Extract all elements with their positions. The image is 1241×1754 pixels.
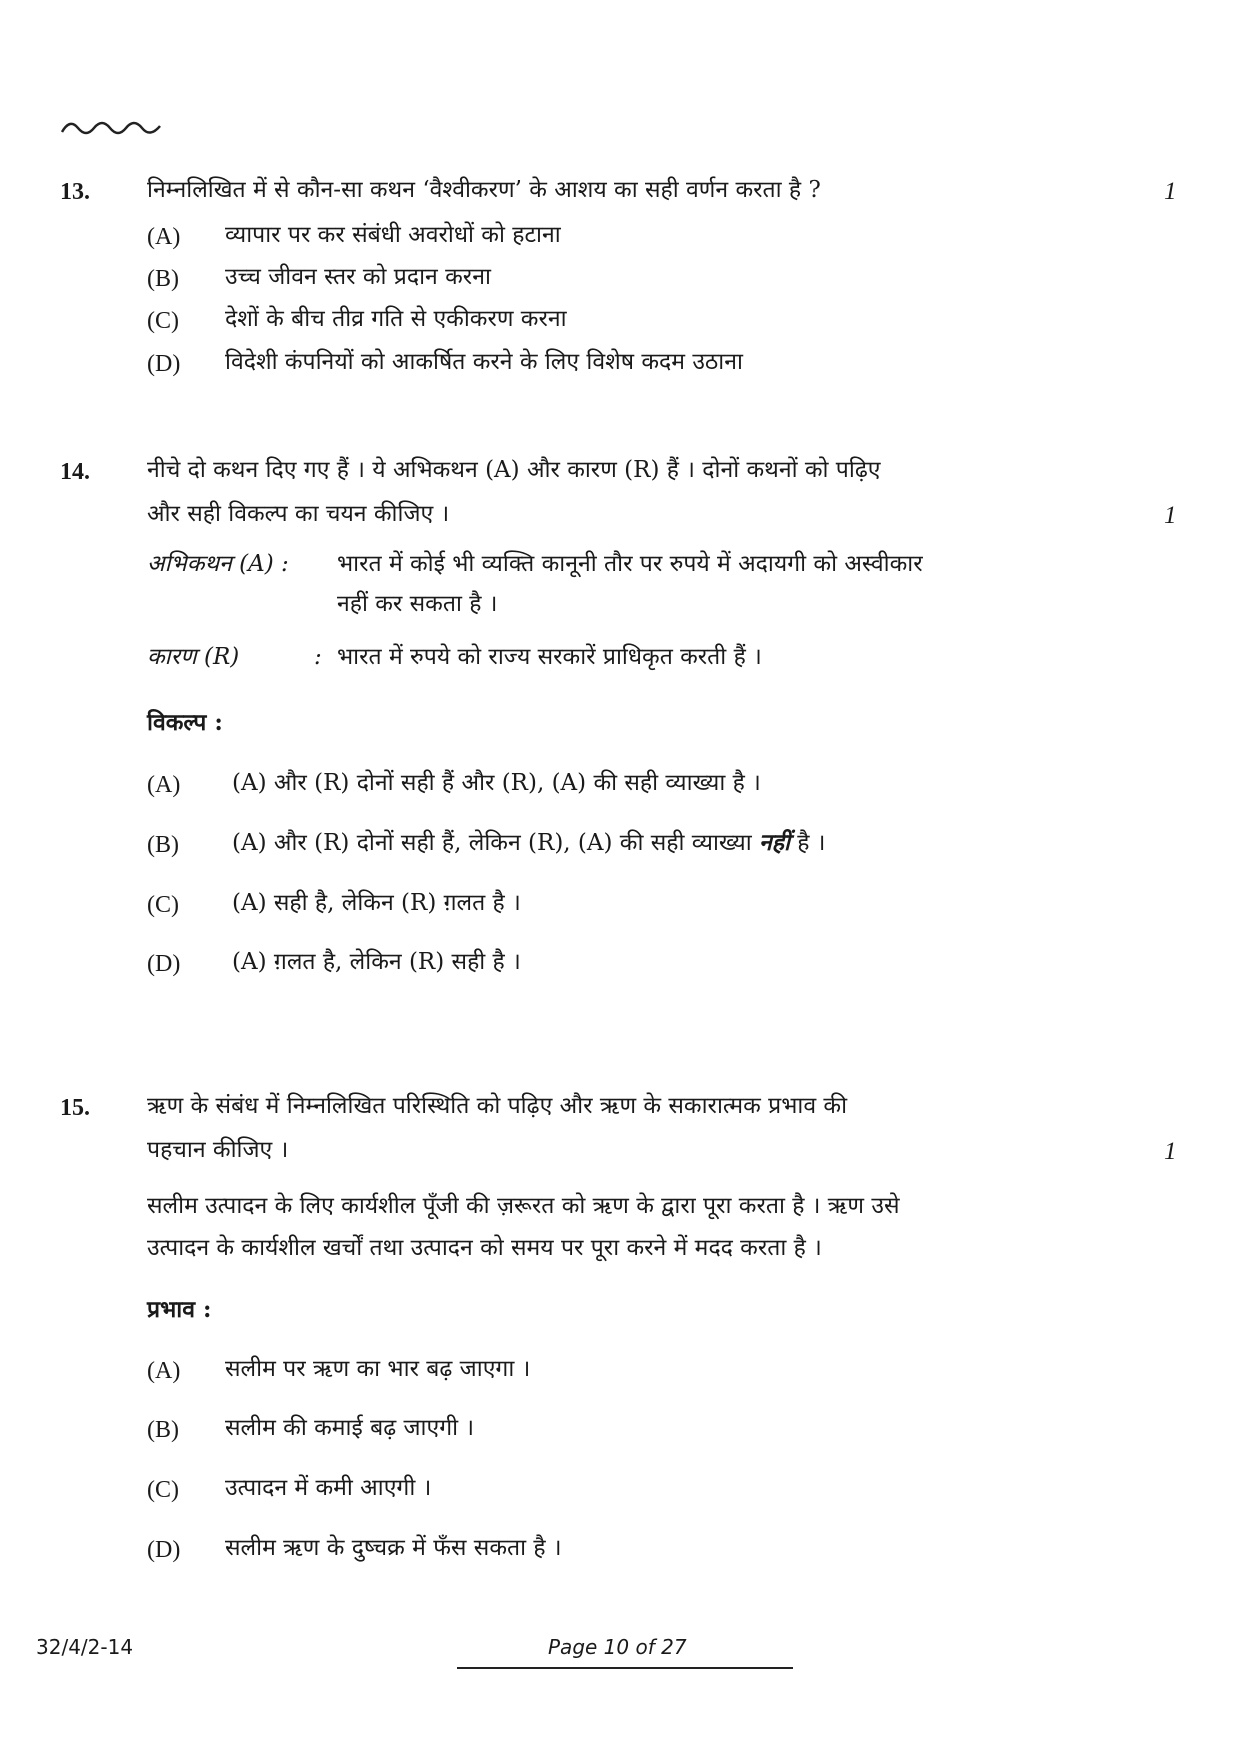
option-label: (A) bbox=[147, 1358, 181, 1384]
question-text: और सही विकल्प का चयन कीजिए । bbox=[147, 501, 450, 527]
option-label: (B) bbox=[147, 1417, 179, 1443]
question-number: 13. bbox=[60, 179, 90, 205]
option-label: (D) bbox=[147, 951, 181, 977]
question-marks: 1 bbox=[1164, 1138, 1177, 1165]
option-text: सलीम पर ऋण का भार बढ़ जाएगा । bbox=[225, 1356, 531, 1382]
scenario-text: उत्पादन के कार्यशील खर्चों तथा उत्पादन को समय पर पूरा करने में मदद करता है । bbox=[147, 1235, 822, 1261]
options-heading: विकल्प : bbox=[147, 709, 223, 736]
option-text: (A) सही है, लेकिन (R) ग़लत है । bbox=[232, 890, 521, 916]
reason-colon: : bbox=[314, 644, 322, 670]
question-text: ऋण के संबंध में निम्नलिखित परिस्थिति को पढ़िए और ऋण के सकारात्मक प्रभाव की bbox=[147, 1093, 848, 1119]
question-number: 14. bbox=[60, 459, 90, 485]
option-label: (C) bbox=[147, 1477, 179, 1503]
option-label: (C) bbox=[147, 308, 179, 334]
options-heading: प्रभाव : bbox=[147, 1296, 212, 1323]
option-text: उच्च जीवन स्तर को प्रदान करना bbox=[225, 264, 491, 290]
footer-rule bbox=[457, 1667, 793, 1669]
assertion-text: नहीं कर सकता है । bbox=[337, 591, 498, 617]
assertion-text: भारत में कोई भी व्यक्ति कानूनी तौर पर रुपये में अदायगी को अस्वीकार bbox=[337, 551, 923, 577]
question-marks: 1 bbox=[1164, 178, 1177, 205]
reason-label: कारण (R) bbox=[147, 644, 240, 670]
option-label: (C) bbox=[147, 892, 179, 918]
option-text bbox=[232, 828, 826, 858]
question-text: पहचान कीजिए । bbox=[147, 1137, 289, 1163]
option-text: (A) ग़लत है, लेकिन (R) सही है । bbox=[232, 949, 521, 975]
option-text: विदेशी कंपनियों को आकर्षित करने के लिए विशेष कदम उठाना bbox=[225, 349, 743, 375]
option-text: देशों के बीच तीव्र गति से एकीकरण करना bbox=[225, 306, 567, 332]
option-label: (A) bbox=[147, 772, 181, 798]
option-label: (D) bbox=[147, 351, 181, 377]
option-text: व्यापार पर कर संबंधी अवरोधों को हटाना bbox=[225, 222, 561, 248]
option-emphasis: नहीं bbox=[759, 829, 790, 856]
option-text: सलीम ऋण के दुष्चक्र में फँस सकता है । bbox=[225, 1535, 562, 1561]
option-text-part: है । bbox=[797, 830, 826, 856]
option-text: सलीम की कमाई बढ़ जाएगी । bbox=[225, 1415, 475, 1441]
option-text: उत्पादन में कमी आएगी । bbox=[225, 1475, 432, 1501]
question-number: 15. bbox=[60, 1095, 90, 1121]
question-marks: 1 bbox=[1164, 502, 1177, 529]
paper-code: 32/4/2-14 bbox=[36, 1635, 134, 1659]
wave-mark-icon bbox=[60, 118, 162, 138]
scenario-text: सलीम उत्पादन के लिए कार्यशील पूँजी की ज़रूरत को ऋण के द्वारा पूरा करता है । ऋण उसे bbox=[147, 1193, 900, 1219]
option-label: (A) bbox=[147, 224, 181, 250]
question-text: निम्नलिखित में से कौन-सा कथन ‘वैश्वीकरण’ के आशय का सही वर्णन करता है ? bbox=[147, 177, 821, 203]
question-text: नीचे दो कथन दिए गए हैं । ये अभिकथन (A) और कारण (R) हैं । दोनों कथनों को पढ़िए bbox=[147, 457, 881, 483]
assertion-label: अभिकथन (A) : bbox=[147, 551, 289, 577]
option-label: (B) bbox=[147, 266, 179, 292]
option-text: (A) और (R) दोनों सही हैं और (R), (A) की सही व्याख्या है । bbox=[232, 770, 761, 796]
option-label: (D) bbox=[147, 1537, 181, 1563]
page-number: Page 10 of 27 bbox=[548, 1635, 687, 1659]
reason-text: भारत में रुपये को राज्य सरकारें प्राधिकृत करती हैं । bbox=[337, 644, 762, 670]
option-text-part: (A) और (R) दोनों सही हैं, लेकिन (R), (A) की सही व्याख्या bbox=[232, 830, 752, 856]
option-label: (B) bbox=[147, 832, 179, 858]
